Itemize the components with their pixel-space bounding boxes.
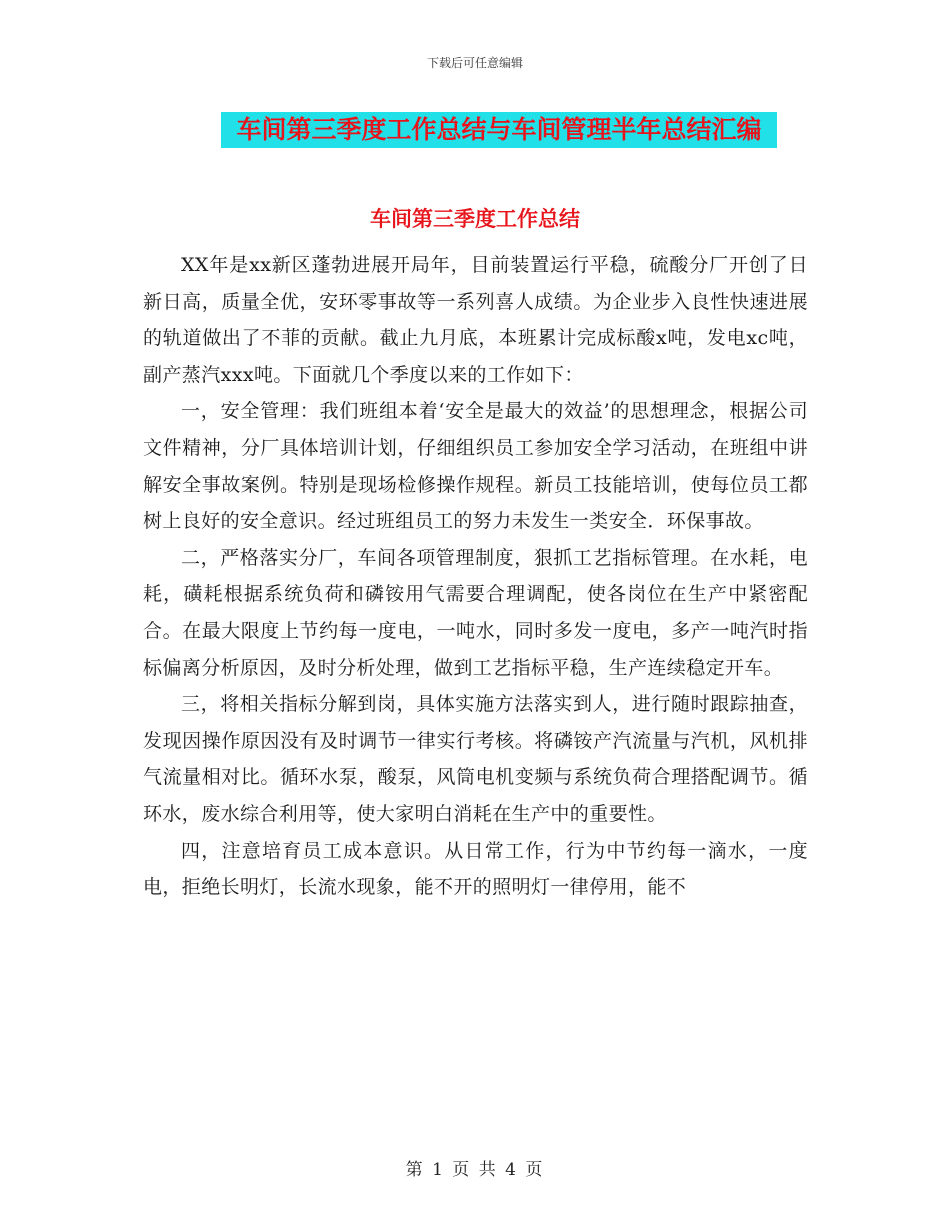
document-title: 车间第三季度工作总结与车间管理半年总结汇编 [221, 112, 777, 148]
paragraph-indicators: 三，将相关指标分解到岗，具体实施方法落实到人，进行随时跟踪抽查，发现因操作原因没有及时调节一律实行考核。将磷铵产汽流量与汽机，风机排气流量相对比。循环水泵，酸泵，风筒电机变频与系统负荷合理搭配调节。循环水，废水综合利用等，使大家明白消耗在生产中的重要性。 [143, 693, 808, 825]
page-footer: 第 1 页 共 4 页 [405, 1160, 545, 1180]
paragraph-management: 二，严格落实分厂，车间各项管理制度，狠抓工艺指标管理。在水耗，电耗，磺耗根据系统负荷和磷铵用气需要合理调配，使各岗位在生产中紧密配合。在最大限度上节约每一度电，一吨水，同时多发一度电，多产一吨汽时指标偏离分析原因，及时分析处理，做到工艺指标平稳，生产连续稳定开车。 [143, 546, 808, 679]
paragraph-cost: 四，注意培育员工成本意识。从日常工作，行为中节约每一滴水，一度电，拒绝长明灯，长流水现象，能不开的照明灯一律停用，能不 [143, 839, 808, 899]
document-body [143, 247, 808, 906]
paragraph-safety: 一，安全管理：我们班组本着‘安全是最大的效益’的思想理念，根据公司文件精神，分厂具体培训计划，仔细组织员工参加安全学习活动，在班组中讲解安全事故案例。特别是现场检修操作规程。新员工技能培训，使每位员工都树上良好的安全意识。经过班组员工的努力未发生一类安全．环保事故。 [143, 400, 808, 533]
paragraph-intro: XX年是xx新区蓬勃进展开局年，目前装置运行平稳，硫酸分厂开创了日新日高，质量全优，安环零事故等一系列喜人成绩。为企业步入良性快速进展的轨道做出了不菲的贡献。截止九月底，本班累计完成标酸x吨，发电xc吨，副产蒸汽xxx吨。下面就几个季度以来的工作如下： [143, 254, 808, 386]
header-note: 下载后可任意编辑 [426, 56, 523, 70]
section-title: 车间第三季度工作总结 [370, 207, 580, 231]
